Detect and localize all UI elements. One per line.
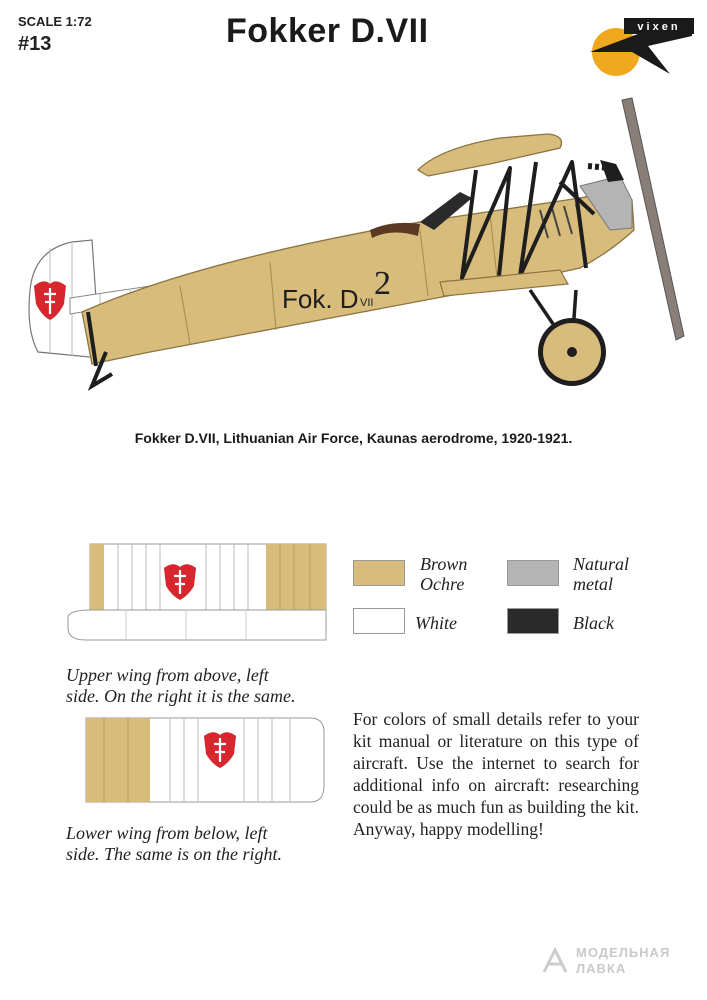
watermark-line2: ЛАВКА xyxy=(576,961,627,976)
fuselage-marking: Fok. D xyxy=(282,284,359,314)
colors-note: For colors of small details refer to your kit manual or literature on this type of aircraft. Use the internet to search for additional info on aircraft: researching could be as much fun as building the kit. Anyway, happy modelling! xyxy=(353,709,639,839)
lower-wing-plan xyxy=(84,716,326,806)
vixen-logo xyxy=(588,12,698,82)
logo-text: vixen xyxy=(637,21,681,33)
lower-wing-caption-1: Lower wing from below, left xyxy=(66,823,268,843)
legend-label-white: White xyxy=(415,613,457,633)
legend-label-brown-ochre: Brown Ochre xyxy=(420,554,468,594)
fuselage-marking-sub: VII xyxy=(360,297,374,309)
aircraft-side-profile xyxy=(20,90,690,400)
profile-number: #13 xyxy=(18,33,52,55)
legend-label-black: Black xyxy=(573,613,614,633)
upper-wing-plan xyxy=(66,540,328,650)
scale-label: SCALE 1:72 xyxy=(18,14,92,29)
swatch-natural-metal xyxy=(507,560,559,586)
swatch-black xyxy=(507,608,559,634)
aircraft-caption: Fokker D.VII, Lithuanian Air Force, Kaunas aerodrome, 1920-1921. xyxy=(134,430,573,446)
swatch-brown-ochre xyxy=(353,560,405,586)
legend-label-natural-metal: Natural metal xyxy=(573,554,630,594)
watermark-line1: МОДЕЛЬНАЯ xyxy=(576,945,671,960)
upper-wing-caption-1: Upper wing from above, left xyxy=(66,665,269,685)
lower-wing-caption-2: side. The same is on the right. xyxy=(66,844,282,864)
swatch-white xyxy=(353,608,405,634)
fuselage-number: 2 xyxy=(374,265,391,302)
page-title: Fokker D.VII xyxy=(226,12,429,50)
watermark-icon xyxy=(540,946,570,976)
upper-wing-caption-2: side. On the right it is the same. xyxy=(66,686,296,706)
